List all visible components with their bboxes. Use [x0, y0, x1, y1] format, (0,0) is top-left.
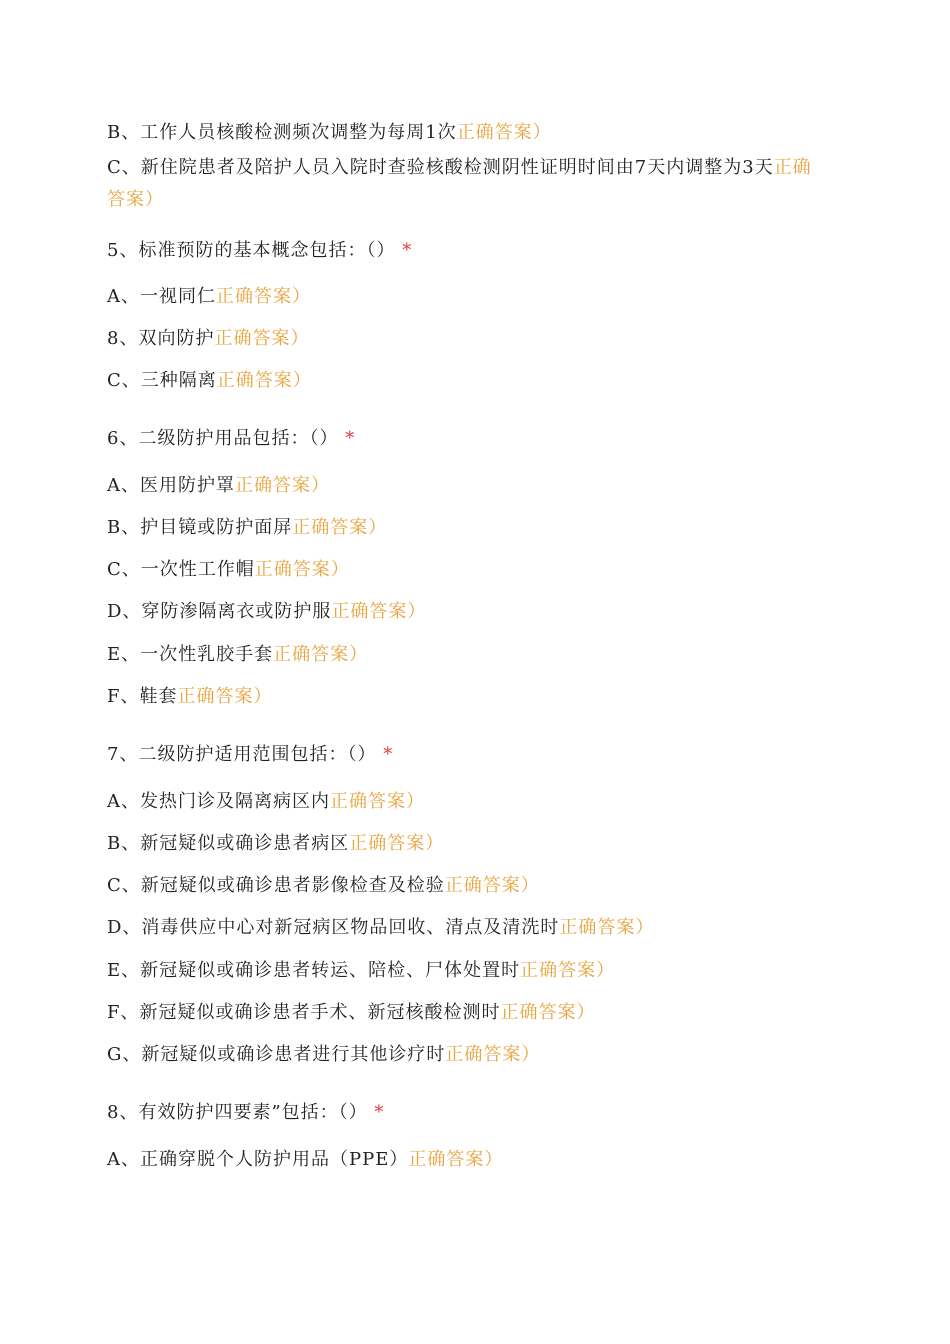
option-text: A、一视同仁 — [107, 286, 216, 307]
question-6-title: 6、二级防护用品包括：（） * — [107, 428, 356, 449]
option-q7-g[interactable] — [107, 1040, 540, 1070]
option-text: B、护目镜或防护面屏 — [107, 517, 293, 538]
option-q5-a[interactable] — [107, 282, 311, 312]
option-q7-f[interactable] — [107, 998, 596, 1028]
option-text: A、发热门诊及隔离病区内 — [107, 791, 330, 812]
option-text: G、新冠疑似或确诊患者进行其他诊疗时 — [107, 1044, 446, 1065]
correct-answer-tag: 正确答案） — [292, 517, 388, 538]
correct-answer-tag: 正确答案） — [107, 157, 812, 210]
option-text: C、三种隔离 — [107, 370, 217, 391]
correct-answer-tag: 正确答案） — [331, 601, 427, 622]
option-q6-c[interactable] — [107, 555, 350, 585]
option-text: B、工作人员核酸检测频次调整为每周1次 — [107, 122, 457, 143]
option-text: 8、双向防护 — [107, 328, 215, 349]
option-q4-c[interactable] — [107, 152, 827, 216]
correct-answer-tag: 正确答案） — [349, 833, 445, 854]
option-q4-b[interactable] — [107, 118, 552, 148]
correct-answer-tag: 正确答案） — [214, 328, 310, 349]
correct-answer-tag: 正确答案） — [235, 475, 330, 496]
option-text: C、新冠疑似或确诊患者影像检查及检验 — [107, 875, 445, 896]
option-text: E、新冠疑似或确诊患者转运、陪检、尸体处置时 — [107, 960, 521, 981]
option-q6-d[interactable] — [107, 597, 426, 627]
correct-answer-tag: 正确答案） — [273, 644, 369, 665]
option-q6-b[interactable] — [107, 513, 387, 543]
correct-answer-tag: 正确答案） — [456, 122, 552, 143]
option-q6-a[interactable] — [107, 471, 330, 501]
question-7-title: 7、二级防护适用范围包括：（） * — [107, 744, 394, 765]
option-text: B、新冠疑似或确诊患者病区 — [107, 833, 350, 854]
option-text: D、穿防渗隔离衣或防护服 — [107, 601, 332, 622]
option-q7-a[interactable] — [107, 787, 425, 817]
correct-answer-tag: 正确答案） — [520, 960, 616, 981]
option-q6-f[interactable] — [107, 682, 273, 712]
option-q5-b[interactable] — [107, 324, 309, 354]
option-q6-e[interactable] — [107, 640, 368, 670]
required-asterisk-icon: * — [383, 744, 394, 765]
option-q7-e[interactable] — [107, 956, 615, 986]
correct-answer-tag: 正确答案） — [408, 1149, 504, 1170]
option-text: A、正确穿脱个人防护用品（PPE） — [107, 1149, 409, 1170]
correct-answer-tag: 正确答案） — [254, 559, 350, 580]
option-text: E、一次性乳胶手套 — [107, 644, 274, 665]
option-text: C、新住院患者及陪护人员入院时查验核酸检测阴性证明时间由7天内调整为3天 — [107, 157, 774, 178]
option-q7-c[interactable] — [107, 871, 540, 901]
question-5-title: 5、标准预防的基本概念包括：（） * — [107, 240, 413, 261]
option-text: D、消毒供应中心对新冠病区物品回收、清点及清洗时 — [107, 917, 560, 938]
correct-answer-tag: 正确答案） — [216, 370, 312, 391]
required-asterisk-icon: * — [402, 240, 413, 261]
correct-answer-tag: 正确答案） — [177, 686, 273, 707]
option-text: C、一次性工作帽 — [107, 559, 255, 580]
option-text: F、鞋套 — [107, 686, 178, 707]
correct-answer-tag: 正确答案） — [559, 917, 655, 938]
option-q7-d[interactable] — [107, 913, 654, 943]
option-q8-a[interactable] — [107, 1145, 503, 1175]
option-q7-b[interactable] — [107, 829, 444, 859]
required-asterisk-icon: * — [374, 1102, 385, 1123]
correct-answer-tag: 正确答案） — [444, 875, 540, 896]
correct-answer-tag: 正确答案） — [330, 791, 425, 812]
question-8-title: 8、有效防护四要素”包括：（） * — [107, 1102, 385, 1123]
correct-answer-tag: 正确答案） — [500, 1002, 596, 1023]
option-q5-c[interactable] — [107, 366, 312, 396]
option-text: A、医用防护罩 — [107, 475, 235, 496]
correct-answer-tag: 正确答案） — [445, 1044, 541, 1065]
required-asterisk-icon: * — [345, 428, 356, 449]
correct-answer-tag: 正确答案） — [216, 286, 311, 307]
option-text: F、新冠疑似或确诊患者手术、新冠核酸检测时 — [107, 1002, 501, 1023]
